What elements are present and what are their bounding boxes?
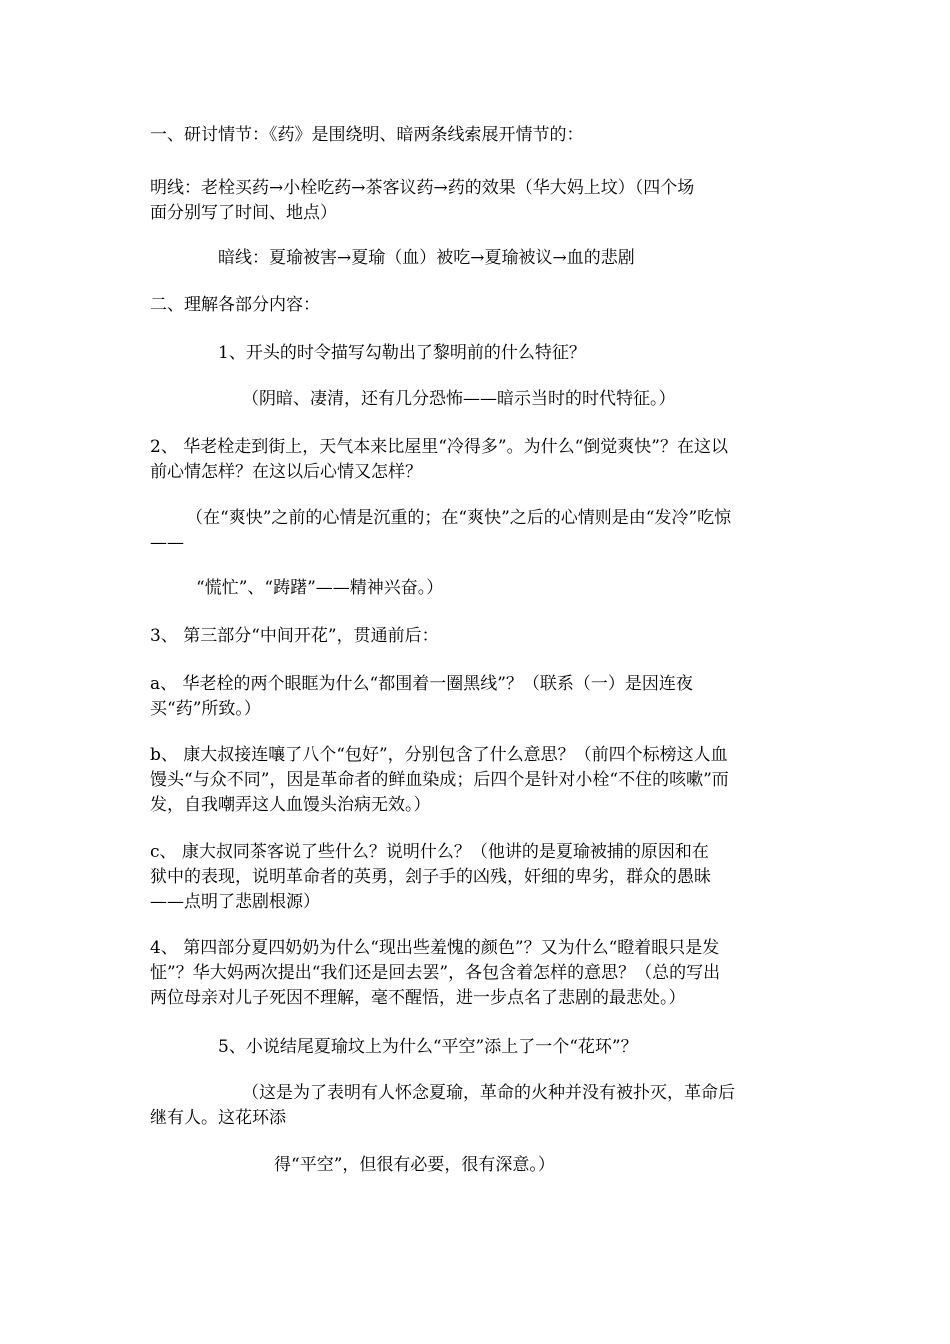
paragraph-7 [150, 435, 810, 485]
text-line: （这是为了表明有人怀念夏瑜，革命的火种并没有被扑灭，革命后 [242, 1083, 735, 1103]
text-line: 一、研讨情节：《药》是围绕明、暗两条线索展开情节的： [150, 125, 584, 145]
paragraph-10 [150, 624, 810, 649]
paragraph-2 [150, 176, 810, 226]
paragraph-11 [150, 672, 810, 722]
paragraph-9 [196, 576, 856, 601]
text-line: 明线：老栓买药→小栓吃药→茶客议药→药的效果（华大妈上坟）（四个场 [150, 178, 695, 198]
paragraph-14 [150, 936, 810, 1011]
paragraph-6 [242, 387, 902, 412]
text-line: 继有人。这花环添 [150, 1108, 286, 1128]
text-line: （在“爽快”之前的心情是沉重的；在“爽快”之后的心情则是由“发冷”吃惊 [186, 508, 732, 528]
text-line: —— [150, 533, 184, 553]
text-line: （阴暗、凄清，还有几分恐怖——暗示当时的时代特征。） [242, 389, 676, 409]
text-line: 1、开头的时令描写勾勒出了黎明前的什么特征？ [218, 343, 586, 363]
text-line: 4、 第四部分夏四奶奶为什么“现出些羞愧的颜色”？又为什么“瞪着眼只是发 [150, 938, 720, 958]
paragraph-1 [150, 123, 810, 148]
text-line: a、 华老栓的两个眼眶为什么“都围着一圈黑线”？（联系（一）是因连夜 [150, 674, 693, 694]
text-line: 二、理解各部分内容： [150, 295, 320, 315]
text-line: 前心情怎样？在这以后心情又怎样？ [150, 462, 422, 482]
paragraph-3 [218, 246, 878, 271]
text-line: 狱中的表现，说明革命者的英勇，刽子手的凶残，奸细的卑劣，群众的愚昧 [150, 867, 711, 887]
text-line: 馒头“与众不同”，因是革命者的鲜血染成；后四个是针对小栓“不住的咳嗽”而 [150, 770, 729, 790]
text-line: 面分别写了时间、地点） [150, 203, 337, 223]
text-line: 怔”？华大妈两次提出“我们还是回去罢”，各包含着怎样的意思？（总的写出 [150, 963, 721, 983]
text-line: “慌忙”、“踌躇”——精神兴奋。） [196, 578, 444, 598]
text-line: 2、 华老栓走到街上，天气本来比屋里“冷得多”。为什么“倒觉爽快”？在这以 [150, 437, 728, 457]
text-line: 两位母亲对儿子死因不理解，毫不醒悟，进一步点名了悲剧的最悲处。） [150, 988, 686, 1008]
paragraph-17 [274, 1153, 934, 1178]
text-line: 暗线：夏瑜被害→夏瑜（血）被吃→夏瑜被议→血的悲剧 [218, 248, 635, 268]
paragraph-16 [150, 1081, 810, 1131]
paragraph-13 [150, 840, 810, 915]
text-line: 5、小说结尾夏瑜坟上为什么“平空”添上了一个“花环”？ [218, 1037, 638, 1057]
paragraph-5 [218, 341, 878, 366]
paragraph-15 [218, 1035, 878, 1060]
text-line: 得“平空”，但很有必要，很有深意。） [274, 1155, 555, 1175]
paragraph-8 [150, 506, 806, 556]
text-line: c、 康大叔同茶客说了些什么？说明什么？（他讲的是夏瑜被捕的原因和在 [150, 842, 709, 862]
text-line: ——点明了悲剧根源） [150, 892, 320, 912]
text-line: 发，自我嘲弄这人血馒头治病无效。） [150, 795, 431, 815]
text-line: 买“药”所致。） [150, 699, 261, 719]
text-line: b、 康大叔接连嚷了八个“包好”，分别包含了什么意思？（前四个标榜这人血 [150, 745, 728, 765]
paragraph-4 [150, 293, 810, 318]
paragraph-12 [150, 743, 810, 818]
text-line: 3、 第三部分“中间开花”，贯通前后： [150, 626, 439, 646]
